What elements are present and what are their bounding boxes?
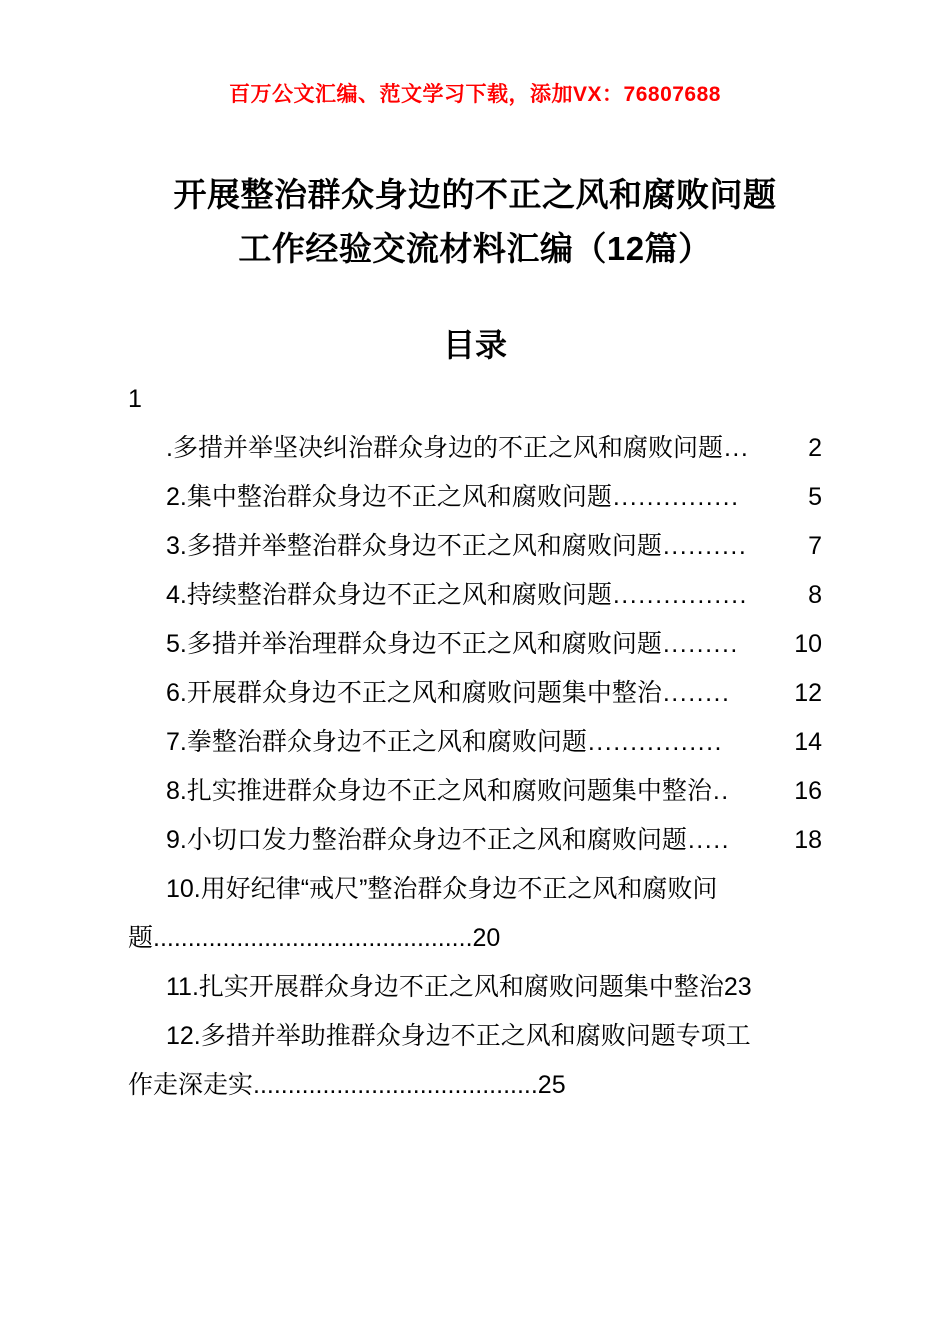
toc-entry-line: [166, 571, 822, 620]
toc-entry-continuation-line: [128, 914, 822, 963]
toc-entry-leader-dots: ...: [723, 434, 750, 462]
toc-entry-label: 10.用好纪律“戒尺”整治群众身边不正之风和腐败问: [166, 875, 718, 903]
toc-entry-label: 12.多措并举助推群众身边不正之风和腐败问题专项工: [166, 1022, 751, 1050]
toc-list: [128, 424, 822, 1110]
toc-orphan-number: [128, 375, 822, 424]
toc-entry-leader-dots: .........: [662, 630, 739, 658]
toc-heading: 目录: [442, 327, 507, 363]
page-title-line-1: 开展整治群众身边的不正之风和腐败问题: [173, 176, 777, 213]
page-title-line-2: 工作经验交流材料汇编（12篇）: [238, 230, 712, 267]
toc-entry-label: 3.多措并举整治群众身边不正之风和腐败问题: [166, 532, 662, 560]
toc-entry-leader-dots: ................: [612, 581, 748, 609]
toc-entry-continuation-line: [128, 1061, 822, 1110]
toc-entry-leader-dots: ...............: [612, 483, 740, 511]
toc-entry-line: [166, 963, 822, 1012]
promo-banner-text: 百万公文汇编、范文学习下载，添加VX：76807688: [229, 83, 721, 106]
toc-entry-label: .多措并举坚决纠治群众身边的不正之风和腐败问题: [166, 434, 723, 462]
toc-entry-page-number: 12: [794, 679, 822, 707]
toc-entry-page-number: 8: [808, 581, 822, 609]
toc-entry-page-number: 23: [723, 973, 752, 1001]
toc-entry-label: 7.拳整治群众身边不正之风和腐败问题: [166, 728, 587, 756]
toc-entry-page-number: 10: [794, 630, 822, 658]
toc-entry-line: [166, 522, 822, 571]
toc-entry-label: 9.小切口发力整治群众身边不正之风和腐败问题: [166, 826, 687, 854]
toc-entry-leader-dots: ..........: [662, 532, 748, 560]
toc-entry-label-continued: 作走深走实: [128, 1071, 254, 1099]
toc-entry[interactable]: [128, 424, 822, 473]
toc-entry-line: [166, 767, 822, 816]
toc-entry-page-number: 20: [472, 924, 501, 952]
toc-orphan-number-text: 1: [128, 385, 142, 413]
toc-entry[interactable]: [128, 571, 822, 620]
toc-entry-leader-dots: .........................................: [253, 1071, 538, 1099]
toc-entry-label-continued: 题: [128, 924, 154, 952]
toc-entry-leader-dots: ........: [662, 679, 731, 707]
toc-entry-line: [166, 1012, 822, 1061]
toc-entry[interactable]: [128, 816, 822, 865]
toc-entry-leader-dots: ..: [712, 777, 730, 805]
toc-entry-line: [166, 865, 822, 914]
toc-entry-label: 2.集中整治群众身边不正之风和腐败问题: [166, 483, 612, 511]
toc-entry-label: 11.扎实开展群众身边不正之风和腐败问题集中整治: [166, 973, 724, 1001]
toc-entry-line: [166, 473, 822, 522]
toc-entry[interactable]: [128, 963, 822, 1012]
toc-entry-page-number: 16: [794, 777, 822, 805]
toc-entry-page-number: 18: [794, 826, 822, 854]
toc-entry-line: [166, 669, 822, 718]
toc-entry[interactable]: [128, 473, 822, 522]
toc-entry-label: 5.多措并举治理群众身边不正之风和腐败问题: [166, 630, 662, 658]
toc-entry[interactable]: [128, 620, 822, 669]
toc-entry-line: [166, 718, 822, 767]
page-title: [120, 168, 830, 276]
toc-entry[interactable]: [128, 718, 822, 767]
toc-entry-line: [166, 816, 822, 865]
toc-entry[interactable]: [128, 767, 822, 816]
toc-entry[interactable]: [128, 669, 822, 718]
toc-entry-label: 4.持续整治群众身边不正之风和腐败问题: [166, 581, 612, 609]
toc-entry[interactable]: [128, 522, 822, 571]
toc-entry-label: 8.扎实推进群众身边不正之风和腐败问题集中整治: [166, 777, 712, 805]
table-of-contents: [128, 375, 822, 1110]
toc-entry[interactable]: [128, 1012, 822, 1110]
toc-entry-page-number: 14: [794, 728, 822, 756]
toc-entry-leader-dots: ................: [587, 728, 723, 756]
toc-entry-leader-dots: ..............................................: [153, 924, 473, 952]
toc-entry-label: 6.开展群众身边不正之风和腐败问题集中整治: [166, 679, 662, 707]
toc-entry[interactable]: [128, 865, 822, 963]
toc-entry-page-number: 2: [808, 434, 822, 462]
toc-entry-line: [166, 620, 822, 669]
toc-entry-page-number: 7: [808, 532, 822, 560]
toc-entry-page-number: 25: [537, 1071, 566, 1099]
toc-entry-line: [166, 424, 822, 473]
toc-entry-leader-dots: .....: [687, 826, 731, 854]
toc-entry-page-number: 5: [808, 483, 822, 511]
